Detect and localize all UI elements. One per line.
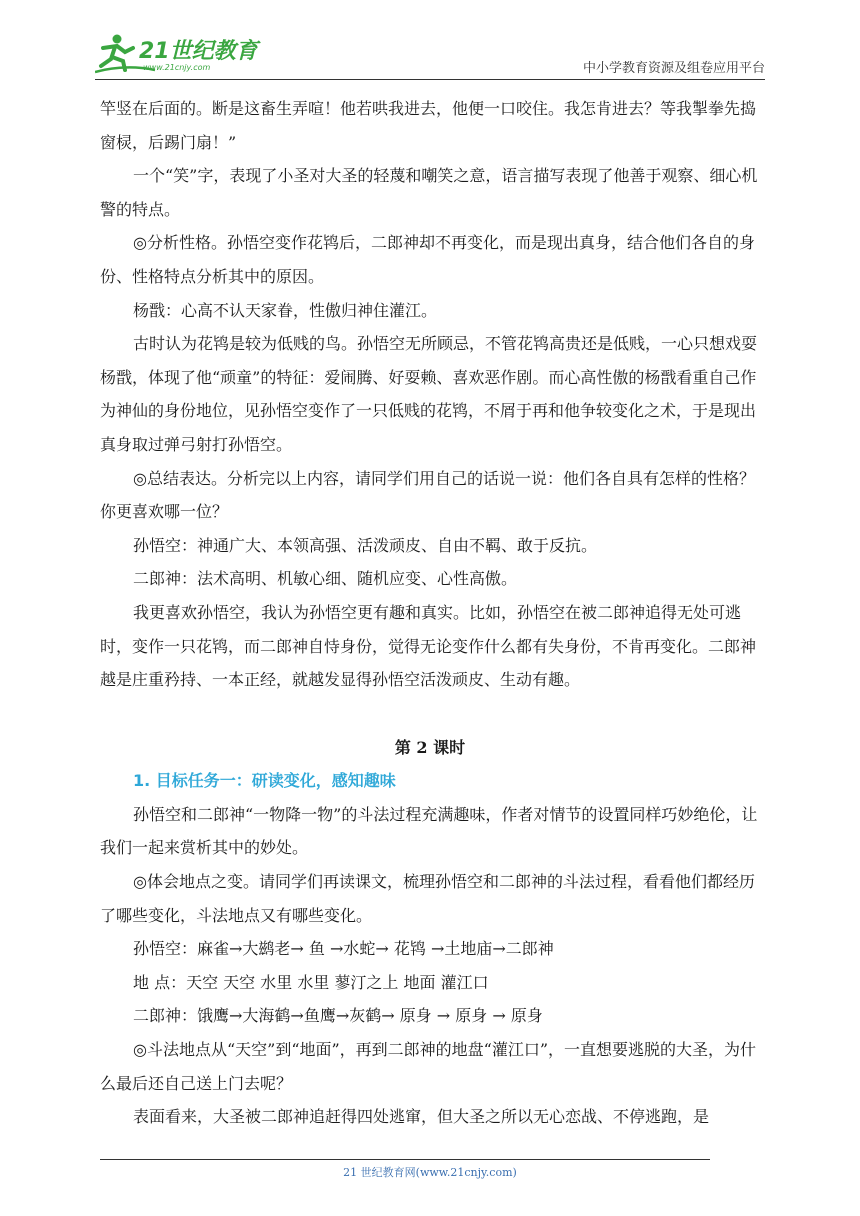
runner-logo-icon [95, 32, 265, 74]
page-header [95, 30, 765, 80]
transformation-row-wukong: 孙悟空：麻雀→大鹚老→ 鱼 →水蛇→ 花鸨 →土地庙→二郎神 [133, 939, 554, 959]
footer-link[interactable]: 21 世纪教育网(www.21cnjy.com) [343, 1166, 517, 1179]
paragraph: ◎分析性格。孙悟空变作花鸨后，二郎神却不再变化，而是现出真身，结合他们各自的身份、性格特点分析其中的原因。 [100, 233, 755, 286]
paragraph: 我更喜欢孙悟空，我认为孙悟空更有趣和真实。比如，孙悟空在被二郎神追得无处可逃时，变作一只花鸨，而二郎神自恃身份，觉得无论变作什么都有失身份，不肯再变化。二郎神越是庄重矜持、一本正经，就越发显得孙悟空活泼顽皮、生动有趣。 [100, 602, 757, 690]
paragraph: 竿竖在后面的。断是这畜生弄喧！他若哄我进去，他便一口咬住。我怎肯进去？等我掣拳先捣窗棂，后踢门扇！” [100, 99, 757, 152]
paragraph: ◎总结表达。分析完以上内容，请同学们用自己的话说一说：他们各自具有怎样的性格？你更喜欢哪一位？ [100, 468, 755, 522]
paragraph: 古时认为花鸨是较为低贱的鸟。孙悟空无所顾忌，不管花鸨高贵还是低贱，一心只想戏耍杨戬，体现了他“顽童”的特征：爱闹腾、好耍赖、喜欢恶作剧。而心高性傲的杨戬看重自己作为神仙的身份地位，见孙悟空变作了一只低贱的花鸨，不屑于再和他争较变化之术，于是现出真身取过弹弓射打孙悟空。 [100, 334, 758, 454]
paragraph: 表面看来，大圣被二郎神追赶得四处逃窜，但大圣之所以无心恋战、不停逃跑，是 [133, 1107, 710, 1127]
site-logo[interactable] [95, 32, 265, 74]
paragraph: 一个“笑”字，表现了小圣对大圣的轻蔑和嘲笑之意，语言描写表现了他善于观察、细心机警的特点。 [100, 166, 758, 219]
document-body [100, 92, 760, 1134]
logo-text: 21世纪教育 [139, 39, 258, 64]
paragraph: 孙悟空和二郎神“一物降一物”的斗法过程充满趣味，作者对情节的设置同样巧妙绝伦，让我们一起来赏析其中的妙处。 [100, 804, 758, 858]
logo-url: www.21cnjy.com [143, 63, 211, 72]
transformation-row-erlang: 二郎神：饿鹰→大海鹤→鱼鹰→灰鹤→ 原身 → 原身 → 原身 [133, 1006, 543, 1026]
lesson-title: 第 2 课时 [394, 737, 466, 757]
paragraph: 二郎神：法术高明、机敏心细、随机应变、心性高傲。 [133, 569, 518, 589]
paragraph: ◎体会地点之变。请同学们再读课文，梳理孙悟空和二郎神的斗法过程，看看他们都经历了哪些变化，斗法地点又有哪些变化。 [100, 872, 755, 925]
site-name: 中小学教育资源及组卷应用平台 [582, 61, 765, 76]
header-divider [95, 79, 765, 80]
transformation-row-location: 地 点：天空 天空 水里 水里 蓼汀之上 地面 灌江口 [133, 972, 489, 992]
task-heading: 1. 目标任务一：研读变化，感知趣味 [133, 771, 396, 791]
footer-divider [100, 1159, 710, 1160]
paragraph: 孙悟空：神通广大、本领高强、活泼顽皮、自由不羁、敢于反抗。 [133, 535, 598, 555]
paragraph: 杨戬：心高不认天家眷，性傲归神住灌江。 [133, 300, 438, 320]
paragraph: ◎斗法地点从“天空”到“地面”，再到二郎神的地盘“灌江口”，一直想要逃脱的大圣，为什么最后还自己送上门去呢？ [100, 1040, 757, 1093]
